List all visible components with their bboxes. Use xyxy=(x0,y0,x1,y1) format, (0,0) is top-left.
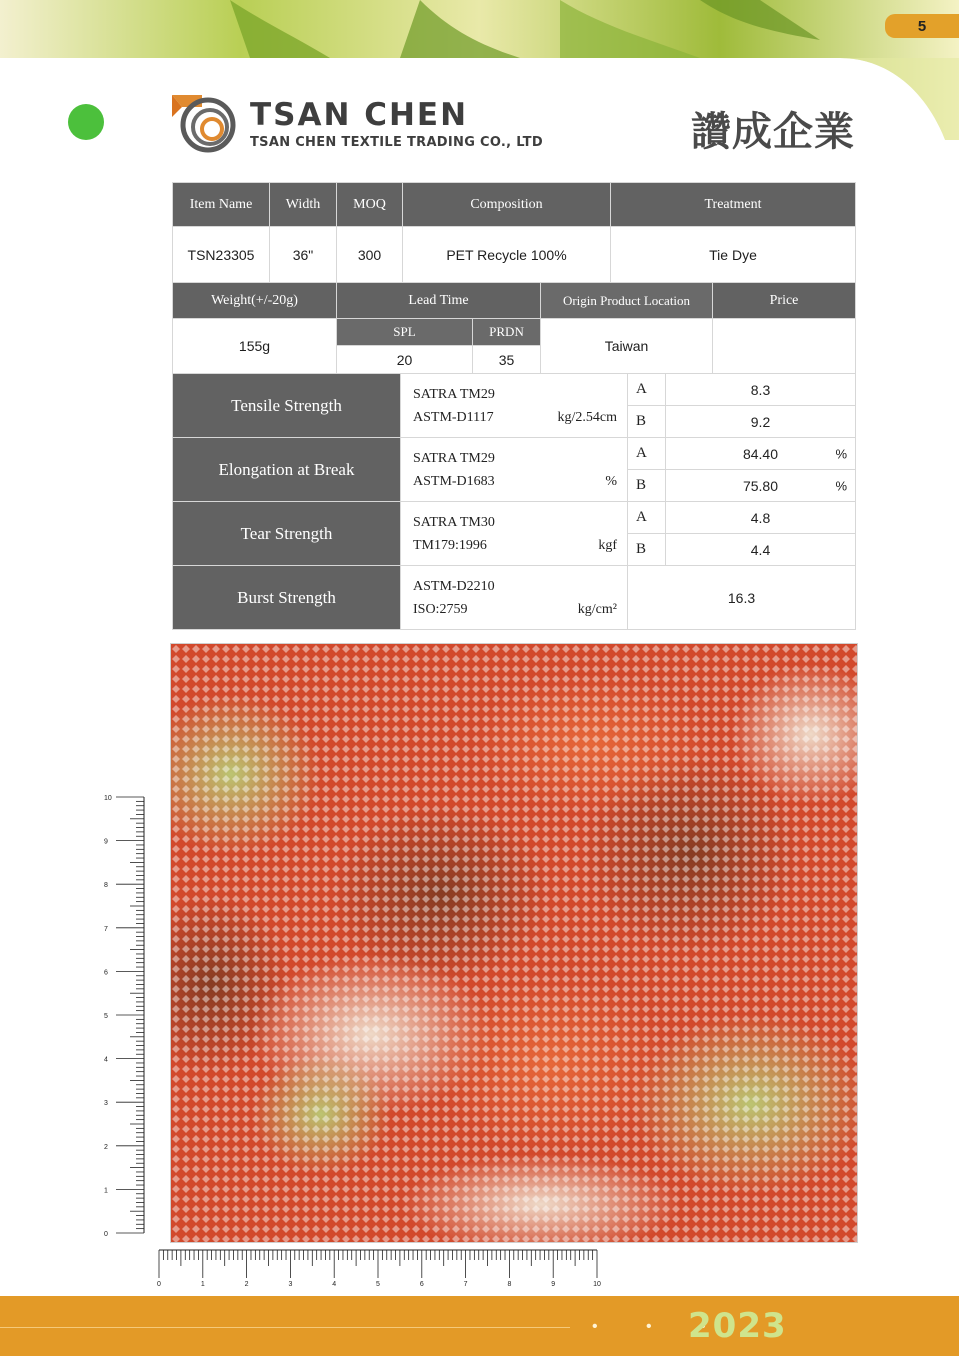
brand-block xyxy=(250,98,543,150)
label-a: A xyxy=(628,438,666,470)
unit-label: kg/2.54cm xyxy=(557,409,617,425)
header-treatment: Treatment xyxy=(611,183,856,227)
value-moq: 300 xyxy=(337,227,403,283)
footer-dots: • • • xyxy=(592,1318,728,1335)
value-a: 84.40 % xyxy=(666,438,856,470)
value-price xyxy=(713,319,856,374)
ruler-tick-label: 4 xyxy=(332,1281,337,1288)
ruler-tick-label: 3 xyxy=(104,1100,108,1108)
chinese-company-name: 讚成企業 xyxy=(691,109,855,155)
footer-bar xyxy=(0,1296,959,1356)
header-width: Width xyxy=(270,183,337,227)
fabric-swatch-image xyxy=(170,643,858,1243)
ruler-tick-label: 6 xyxy=(104,969,108,977)
value-b: 75.80 % xyxy=(666,470,856,502)
method-line-2: ASTM-D1683 % xyxy=(413,470,627,493)
ruler-tick-label: 10 xyxy=(593,1281,601,1288)
unit-label: % xyxy=(605,473,617,489)
ruler-tick-label: 3 xyxy=(288,1281,293,1288)
test-name-tear: Tear Strength xyxy=(173,502,401,566)
test-name-burst: Burst Strength xyxy=(173,566,401,630)
ruler-tick-label: 5 xyxy=(376,1281,380,1288)
value-composition: PET Recycle 100% xyxy=(403,227,611,283)
test-name-tensile: Tensile Strength xyxy=(173,374,401,438)
test-results-table xyxy=(172,373,856,630)
ruler-tick-label: 0 xyxy=(104,1231,108,1238)
header-moq: MOQ xyxy=(337,183,403,227)
ruler-tick-label: 10 xyxy=(104,795,112,802)
ruler-tick-label: 8 xyxy=(104,882,108,890)
vertical-ruler xyxy=(104,790,148,1240)
test-method-elongation xyxy=(401,438,628,502)
value-b: 4.4 xyxy=(666,534,856,566)
value-b: 9.2 xyxy=(666,406,856,438)
label-a: A xyxy=(628,374,666,406)
test-method-tensile xyxy=(401,374,628,438)
value-item-name: TSN23305 xyxy=(173,227,270,283)
page-number: 5 xyxy=(885,14,959,38)
unit-label: kgf xyxy=(598,537,617,553)
method-line-1: SATRA TM29 xyxy=(413,386,495,402)
ruler-tick-label: 6 xyxy=(419,1281,424,1288)
ruler-tick-label: 8 xyxy=(507,1281,512,1288)
value-origin: Taiwan xyxy=(541,319,713,374)
header-spl: SPL xyxy=(337,319,473,346)
green-dot-marker xyxy=(68,104,104,140)
ruler-tick-label: 9 xyxy=(104,838,108,846)
ruler-tick-label: 7 xyxy=(104,925,108,933)
label-b: B xyxy=(628,534,666,566)
brand-subtitle: TSAN CHEN TEXTILE TRADING CO., LTD xyxy=(250,135,543,150)
value-width: 36" xyxy=(270,227,337,283)
spec-table xyxy=(172,182,856,374)
header-origin: Origin Product Location xyxy=(541,283,713,319)
method-line-1: SATRA TM29 xyxy=(413,450,495,466)
value-a: 8.3 xyxy=(666,374,856,406)
ruler-tick-label: 7 xyxy=(463,1281,468,1288)
value-prdn: 35 xyxy=(473,346,541,374)
header-prdn: PRDN xyxy=(473,319,541,346)
ruler-tick-label: 2 xyxy=(244,1281,249,1288)
horizontal-ruler xyxy=(150,1244,610,1288)
header-composition: Composition xyxy=(403,183,611,227)
ruler-tick-label: 1 xyxy=(200,1281,205,1288)
footer-line xyxy=(0,1327,570,1328)
ruler-tick-label: 0 xyxy=(157,1281,161,1288)
brand-name: TSAN CHEN xyxy=(250,97,469,133)
method-line-1: SATRA TM30 xyxy=(413,514,495,530)
value-spl: 20 xyxy=(337,346,473,374)
header-item-name: Item Name xyxy=(173,183,270,227)
header-lead-time: Lead Time xyxy=(337,283,541,319)
test-name-elongation: Elongation at Break xyxy=(173,438,401,502)
header-weight: Weight(+/-20g) xyxy=(173,283,337,319)
test-method-burst xyxy=(401,566,628,630)
header-price: Price xyxy=(713,283,856,319)
year-label: 2023 xyxy=(688,1306,787,1346)
value-a: 4.8 xyxy=(666,502,856,534)
method-line-2: ASTM-D1117 kg/2.54cm xyxy=(413,406,627,429)
label-b: B xyxy=(628,406,666,438)
ruler-tick-label: 2 xyxy=(104,1143,108,1151)
fabric-texture xyxy=(171,644,857,1242)
label-a: A xyxy=(628,502,666,534)
label-b: B xyxy=(628,470,666,502)
ruler-tick-label: 5 xyxy=(104,1013,108,1020)
value-weight: 155g xyxy=(173,319,337,374)
ruler-tick-label: 4 xyxy=(104,1056,108,1064)
unit-label: kg/cm² xyxy=(577,601,617,617)
test-method-tear xyxy=(401,502,628,566)
method-line-1: ASTM-D2210 xyxy=(413,578,495,594)
method-line-2: TM179:1996 kgf xyxy=(413,534,627,557)
ruler-tick-label: 9 xyxy=(551,1281,556,1288)
company-logo xyxy=(172,95,236,153)
value-burst: 16.3 xyxy=(628,566,856,630)
ruler-tick-label: 1 xyxy=(104,1187,108,1195)
value-treatment: Tie Dye xyxy=(611,227,856,283)
method-line-2: ISO:2759 kg/cm² xyxy=(413,598,627,621)
